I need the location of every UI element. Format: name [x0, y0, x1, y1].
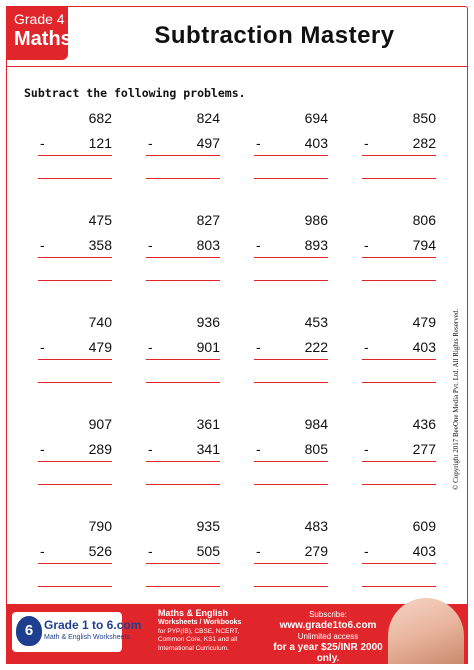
subtraction-problem — [40, 210, 112, 290]
minuend: 824 — [196, 110, 220, 126]
problem-rule — [38, 461, 112, 462]
title-divider — [6, 66, 468, 67]
minuend: 475 — [88, 212, 112, 228]
answer-line[interactable] — [254, 586, 328, 587]
minus-sign: - — [40, 339, 45, 355]
problem-rule — [254, 155, 328, 156]
minus-sign: - — [256, 237, 261, 253]
footer-heading: Maths & English — [158, 608, 229, 618]
subtraction-problem — [40, 108, 112, 188]
problem-rule — [146, 359, 220, 360]
subtraction-problem — [148, 516, 220, 596]
instruction-text: Subtract the following problems. — [24, 86, 246, 100]
subtrahend: 805 — [304, 441, 328, 457]
minus-sign: - — [40, 135, 45, 151]
minus-sign: - — [40, 237, 45, 253]
price-text: for a year $25/INR 2000 only. — [273, 642, 383, 664]
minus-sign: - — [148, 543, 153, 559]
subtrahend: 289 — [88, 441, 112, 457]
answer-line[interactable] — [38, 178, 112, 179]
problem-rule — [38, 359, 112, 360]
subtraction-problem — [148, 108, 220, 188]
minuend: 453 — [304, 314, 328, 330]
access-text: Unlimited access — [297, 632, 359, 641]
subtraction-problem — [256, 108, 328, 188]
subtraction-problem — [256, 312, 328, 392]
subtrahend: 121 — [88, 135, 112, 151]
minus-sign: - — [364, 135, 369, 151]
subtrahend: 403 — [304, 135, 328, 151]
problem-rule — [38, 563, 112, 564]
answer-line[interactable] — [362, 280, 436, 281]
copyright-text: © Copyright 2017 BeeOne Media Pvt. Ltd. All Rights Reserved. — [452, 308, 460, 490]
answer-line[interactable] — [146, 484, 220, 485]
subtrahend: 403 — [412, 339, 436, 355]
minuend: 609 — [412, 518, 436, 534]
logo-tagline: Math & English Worksheets — [44, 634, 130, 641]
minuend: 806 — [412, 212, 436, 228]
subtrahend: 479 — [88, 339, 112, 355]
minuend: 827 — [196, 212, 220, 228]
subtrahend: 277 — [412, 441, 436, 457]
children-photo — [388, 598, 464, 664]
answer-line[interactable] — [38, 382, 112, 383]
problem-rule — [254, 563, 328, 564]
footer-curriculum: for PYP(IB), CBSE, NCERT, Common Core, KS1 and all International Curriculum. — [158, 627, 240, 652]
minus-sign: - — [148, 441, 153, 457]
subtraction-problem — [148, 414, 220, 494]
problem-rule — [38, 155, 112, 156]
minus-sign: - — [148, 339, 153, 355]
subtrahend: 893 — [304, 237, 328, 253]
minus-sign: - — [364, 441, 369, 457]
minus-sign: - — [148, 237, 153, 253]
problem-rule — [146, 257, 220, 258]
minuend: 790 — [88, 518, 112, 534]
problem-rule — [362, 155, 436, 156]
minus-sign: - — [148, 135, 153, 151]
answer-line[interactable] — [38, 586, 112, 587]
answer-line[interactable] — [254, 484, 328, 485]
subtraction-problem — [364, 516, 436, 596]
minus-sign: - — [256, 339, 261, 355]
problem-rule — [362, 257, 436, 258]
problem-grid — [40, 108, 440, 598]
grade-label: Grade 4 — [14, 11, 65, 27]
subtraction-problem — [364, 108, 436, 188]
minuend: 984 — [304, 416, 328, 432]
subtrahend: 497 — [196, 135, 220, 151]
problem-rule — [362, 461, 436, 462]
minuend: 986 — [304, 212, 328, 228]
minuend: 436 — [412, 416, 436, 432]
problem-rule — [362, 359, 436, 360]
minuend: 936 — [196, 314, 220, 330]
answer-line[interactable] — [362, 382, 436, 383]
answer-line[interactable] — [38, 484, 112, 485]
answer-line[interactable] — [362, 586, 436, 587]
minus-sign: - — [256, 543, 261, 559]
minus-sign: - — [364, 543, 369, 559]
grade-badge — [6, 6, 72, 60]
subtraction-problem — [256, 516, 328, 596]
minuend: 682 — [88, 110, 112, 126]
subtrahend: 505 — [196, 543, 220, 559]
problem-rule — [362, 563, 436, 564]
problem-rule — [254, 257, 328, 258]
minus-sign: - — [40, 441, 45, 457]
subtrahend: 794 — [412, 237, 436, 253]
site-link[interactable]: www.grade1to6.com — [279, 620, 377, 631]
minus-sign: - — [40, 543, 45, 559]
minuend: 850 — [412, 110, 436, 126]
subtrahend: 803 — [196, 237, 220, 253]
subtraction-problem — [40, 312, 112, 392]
answer-line[interactable] — [254, 178, 328, 179]
footer-product-info — [158, 608, 258, 653]
subtrahend: 358 — [88, 237, 112, 253]
subscribe-label: Subscribe: — [309, 610, 347, 619]
subtraction-problem — [364, 312, 436, 392]
problem-rule — [146, 563, 220, 564]
subtraction-problem — [148, 312, 220, 392]
subtrahend: 282 — [412, 135, 436, 151]
minuend: 935 — [196, 518, 220, 534]
answer-line[interactable] — [146, 280, 220, 281]
subtrahend: 403 — [412, 543, 436, 559]
answer-line[interactable] — [362, 484, 436, 485]
footer-subheading: Worksheets / Workbooks — [158, 619, 242, 626]
problem-rule — [146, 461, 220, 462]
subtraction-problem — [364, 414, 436, 494]
page-title: Subtraction Mastery — [154, 22, 395, 49]
minus-sign: - — [364, 339, 369, 355]
answer-line[interactable] — [146, 586, 220, 587]
logo-icon: 6 — [16, 616, 42, 646]
subtraction-problem — [256, 414, 328, 494]
answer-line[interactable] — [38, 280, 112, 281]
minuend: 694 — [304, 110, 328, 126]
problem-rule — [254, 359, 328, 360]
subtraction-problem — [364, 210, 436, 290]
answer-line[interactable] — [146, 178, 220, 179]
minuend: 361 — [196, 416, 220, 432]
problem-rule — [38, 257, 112, 258]
minus-sign: - — [256, 441, 261, 457]
subtrahend: 341 — [196, 441, 220, 457]
logo-name: Grade 1 to 6.com — [44, 618, 142, 632]
subtrahend: 222 — [304, 339, 328, 355]
answer-line[interactable] — [362, 178, 436, 179]
subtraction-problem — [40, 516, 112, 596]
footer-subscribe — [268, 609, 388, 664]
footer-banner — [6, 604, 468, 664]
subtraction-problem — [40, 414, 112, 494]
subtrahend: 526 — [88, 543, 112, 559]
minus-sign: - — [256, 135, 261, 151]
subtraction-problem — [256, 210, 328, 290]
subtrahend: 901 — [196, 339, 220, 355]
minuend: 740 — [88, 314, 112, 330]
minuend: 479 — [412, 314, 436, 330]
subtrahend: 279 — [304, 543, 328, 559]
subtraction-problem — [148, 210, 220, 290]
problem-rule — [146, 155, 220, 156]
site-logo[interactable] — [12, 612, 142, 652]
minus-sign: - — [364, 237, 369, 253]
answer-line[interactable] — [254, 382, 328, 383]
minuend: 483 — [304, 518, 328, 534]
subject-label: Maths — [14, 28, 72, 50]
answer-line[interactable] — [146, 382, 220, 383]
minuend: 907 — [88, 416, 112, 432]
answer-line[interactable] — [254, 280, 328, 281]
problem-rule — [254, 461, 328, 462]
